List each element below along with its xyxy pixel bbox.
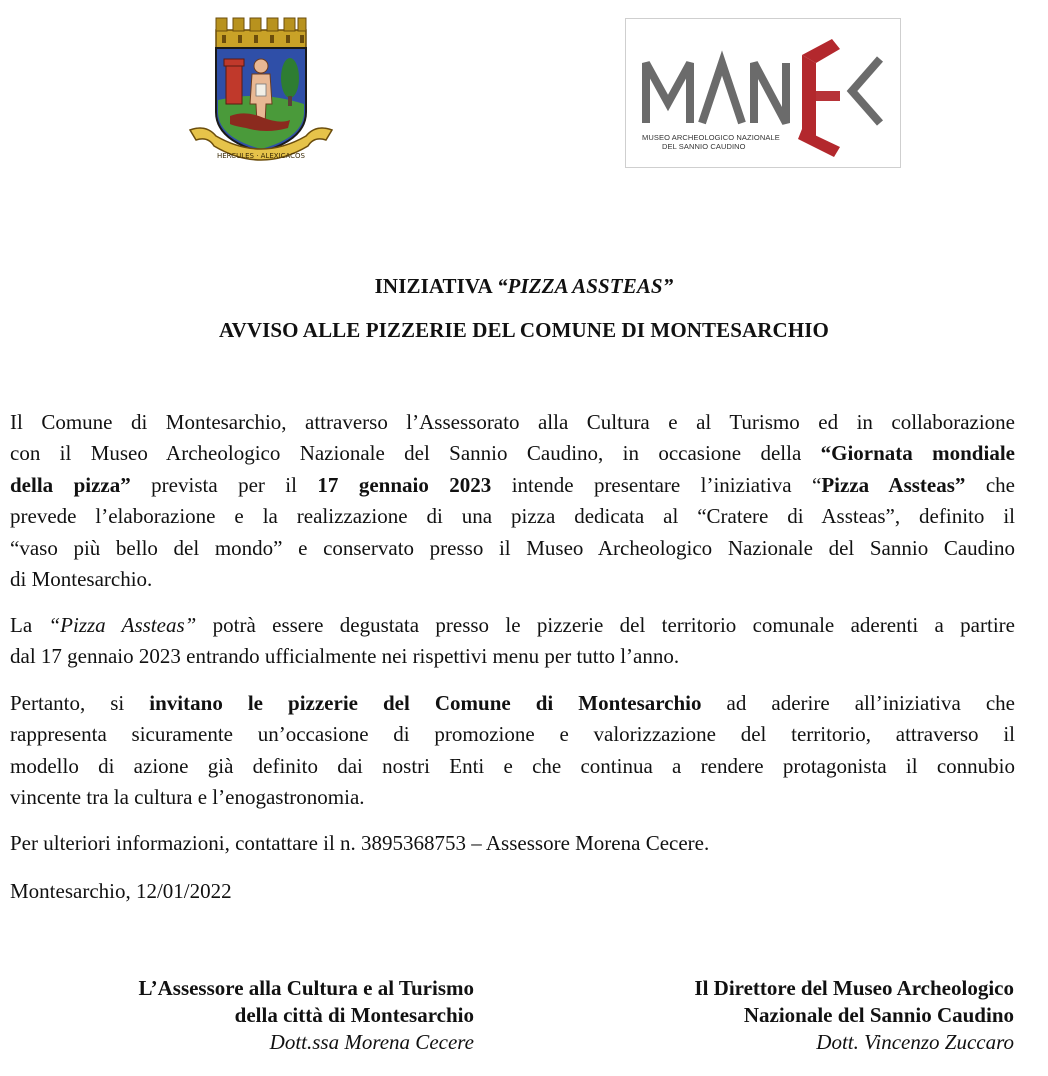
signature-right [554,975,1014,1056]
p1-line-4: prevede l’elaborazione e la realizzazione di una pizza dedicata al “Cratere di Assteas”, definito il [10,504,1015,529]
museum-logo [625,18,901,168]
p3-line-3: modello di azione già definito dai nostri Enti e che continua a rendere protagonista il connubio [10,753,1015,778]
p2-line-1: La “Pizza Assteas” potrà essere degustata presso le pizzerie del territorio comunale aderenti a partire [10,613,1015,637]
sig-left-name: Dott.ssa Morena Cecere [269,1030,474,1054]
sig-right-line-1: Il Direttore del Museo Archeologico [694,976,1014,1000]
paragraph-5 [10,876,1015,907]
p3-line-1: Pertanto, si invitano le pizzerie del Comune di Montesarchio ad aderire all’iniziativa che [10,691,1015,715]
title-line-2: AVVISO ALLE PIZZERIE DEL COMUNE DI MONTESARCHIO [219,318,829,342]
logo-subtitle-2: DEL SANNIO CAUDINO [662,142,746,151]
contact-line: Per ulteriori informazioni, contattare il n. 3895368753 – Assessore Morena Cecere. [10,831,710,855]
paragraph-3 [10,688,1015,814]
sig-left-line-1: L’Assessore alla Cultura e al Turismo [138,976,474,1000]
paragraph-1 [10,407,1015,595]
place-date: Montesarchio, 12/01/2022 [10,879,232,903]
title-prefix: INIZIATIVA [374,274,497,298]
sig-right-line-2: Nazionale del Sannio Caudino [743,1003,1014,1027]
p2-line-2: dal 17 gennaio 2023 entrando ufficialmente nei rispettivi menu per tutto l’anno. [10,644,680,669]
p3-line-4: vincente tra la cultura e l’enogastronomia. [10,785,365,810]
signature-left [14,975,474,1056]
paragraph-2 [10,610,1015,673]
p1-line-5: “vaso più bello del mondo” e conservato presso il Museo Archeologico Nazionale del Sannio Caudino [10,535,1015,560]
p1-line-1: Il Comune di Montesarchio, attraverso l’Assessorato alla Cultura e al Turismo ed in collaborazione [10,410,1015,434]
sig-left-line-2: della città di Montesarchio [234,1003,474,1027]
p1-line-6: di Montesarchio. [10,567,153,592]
p1-line-2: con il Museo Archeologico Nazionale del Sannio Caudino, in occasione della “Giornata mondiale [10,441,1015,466]
paragraph-4 [10,828,1015,859]
coat-motto: HERCULES · ALEXICACOS [216,152,306,160]
sig-right-name: Dott. Vincenzo Zuccaro [816,1030,1014,1054]
title-italic: “PIZZA ASSTEAS” [496,274,674,298]
title-line-1 [0,274,1048,299]
coat-of-arms-icon [186,12,336,174]
p3-line-2: rappresenta sicuramente un’occasione di promozione e valorizzazione del territorio, attraverso il [10,722,1015,747]
p1-line-3: della pizza” prevista per il 17 gennaio 2023 intende presentare l’iniziativa “Pizza Assteas” che [10,472,1015,497]
logo-subtitle-1: MUSEO ARCHEOLOGICO NAZIONALE [642,133,780,142]
coat-of-arms [186,12,336,174]
